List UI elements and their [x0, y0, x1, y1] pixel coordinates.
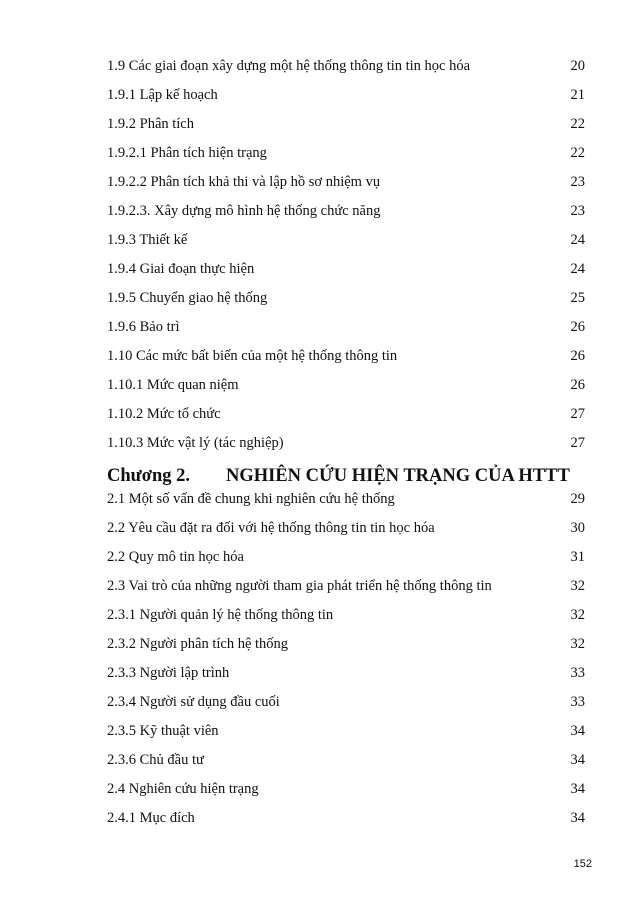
toc-entry-page: 29 [570, 491, 585, 507]
toc-entry-page: 21 [570, 87, 585, 103]
toc-entry [107, 720, 585, 742]
toc-entry-title: 2.4 Nghiên cứu hiện trạng [107, 781, 259, 797]
toc-entry [107, 142, 585, 164]
toc-entry [107, 316, 585, 338]
toc-entry [107, 517, 585, 539]
toc-entry-page: 24 [570, 232, 585, 248]
toc-entry-title: 1.10.1 Mức quan niệm [107, 377, 239, 393]
toc-entry-title: 1.10.3 Mức vật lý (tác nghiệp) [107, 435, 284, 451]
toc-entry-title: 1.9.6 Bảo trì [107, 319, 180, 335]
toc-entry [107, 113, 585, 135]
toc-entry-page: 34 [570, 723, 585, 739]
toc-entry [107, 55, 585, 77]
toc-entry-page: 33 [570, 694, 585, 710]
toc-entry-page: 23 [570, 203, 585, 219]
toc-entry-title: 2.3.2 Người phân tích hệ thống [107, 636, 289, 652]
toc-entry-title: 2.3.4 Người sử dụng đầu cuối [107, 694, 280, 710]
toc-entry [107, 633, 585, 655]
toc-entry-page: 30 [570, 520, 585, 536]
toc-entry-title: 2.4.1 Mục đích [107, 810, 195, 826]
toc-entry-page: 26 [570, 319, 585, 335]
toc-entry-title: 1.9.3 Thiết kế [107, 232, 188, 248]
toc-entry-title: 1.9.1 Lập kế hoạch [107, 87, 218, 103]
toc-entry-page: 25 [570, 290, 585, 306]
toc-entry-page: 31 [570, 549, 585, 565]
toc-entry-title: 2.1 Một số vấn đề chung khi nghiên cứu hệ thống [107, 491, 395, 507]
toc-entry-page: 34 [570, 781, 585, 797]
toc-entry-title: 2.3.5 Kỹ thuật viên [107, 723, 219, 739]
toc-entry [107, 662, 585, 684]
toc-entry-title: 2.3.6 Chủ đầu tư [107, 752, 204, 768]
toc-entry-page: 26 [570, 348, 585, 364]
chapter-label: Chương 2. [107, 466, 191, 486]
toc-entry [107, 374, 585, 396]
toc-entry-title: 1.9 Các giai đoạn xây dựng một hệ thống thông tin tin học hóa [107, 58, 471, 74]
toc-entry-title: 1.9.5 Chuyển giao hệ thống [107, 290, 268, 306]
toc-entry-page: 27 [570, 435, 585, 451]
toc-entry-title: 1.9.2.1 Phân tích hiện trạng [107, 145, 267, 161]
toc-entry-page: 23 [570, 174, 585, 190]
toc-entry [107, 403, 585, 425]
toc-entry [107, 345, 585, 367]
toc-entry [107, 691, 585, 713]
toc-entry [107, 287, 585, 309]
toc-entry [107, 575, 585, 597]
toc-entry-page: 24 [570, 261, 585, 277]
toc-entry-page: 32 [570, 636, 585, 652]
toc-entry-title: 1.9.4 Giai đoạn thực hiện [107, 261, 255, 277]
toc-entry-page: 32 [570, 607, 585, 623]
chapter-heading [107, 462, 585, 490]
toc-entry [107, 778, 585, 800]
toc-entry [107, 488, 585, 510]
toc-entry-page: 34 [570, 752, 585, 768]
toc-entry-page: 27 [570, 406, 585, 422]
toc-entry-title: 2.2 Quy mô tin học hóa [107, 549, 244, 565]
toc-entry-title: 1.9.2.3. Xây dựng mô hình hệ thống chức năng [107, 203, 381, 219]
toc-entry [107, 229, 585, 251]
toc-entry [107, 604, 585, 626]
toc-entry [107, 546, 585, 568]
toc-entry [107, 171, 585, 193]
toc-entry-page: 22 [570, 116, 585, 132]
toc-entry-title: 2.3.3 Người lập trình [107, 665, 230, 681]
toc-entry-title: 2.3 Vai trò của những người tham gia phát triển hệ thống thông tin [107, 578, 492, 594]
toc-entry [107, 200, 585, 222]
toc-entry [107, 807, 585, 829]
toc-entry-title: 1.10.2 Mức tổ chức [107, 406, 221, 422]
chapter-title: NGHIÊN CỨU HIỆN TRẠNG CỦA HTTT [226, 466, 570, 486]
toc-entry-title: 1.10 Các mức bất biến của một hệ thống thông tin [107, 348, 398, 364]
toc-entry-title: 2.2 Yêu cầu đặt ra đối với hệ thống thông tin tin học hóa [107, 520, 435, 536]
toc-entry-title: 1.9.2 Phân tích [107, 116, 194, 132]
toc-entry-page: 34 [570, 810, 585, 826]
toc-entry [107, 432, 585, 454]
toc-entry-page: 33 [570, 665, 585, 681]
toc-entry-page: 26 [570, 377, 585, 393]
toc-entry [107, 84, 585, 106]
toc-entry-title: 2.3.1 Người quản lý hệ thống thông tin [107, 607, 334, 623]
toc-entry-title: 1.9.2.2 Phân tích khả thi và lập hồ sơ nhiệm vụ [107, 174, 381, 190]
toc-entry-page: 20 [570, 58, 585, 74]
toc-entry [107, 749, 585, 771]
toc-entry-page: 32 [570, 578, 585, 594]
page-number: 152 [573, 858, 592, 870]
toc-entry [107, 258, 585, 280]
toc-entry-page: 22 [570, 145, 585, 161]
